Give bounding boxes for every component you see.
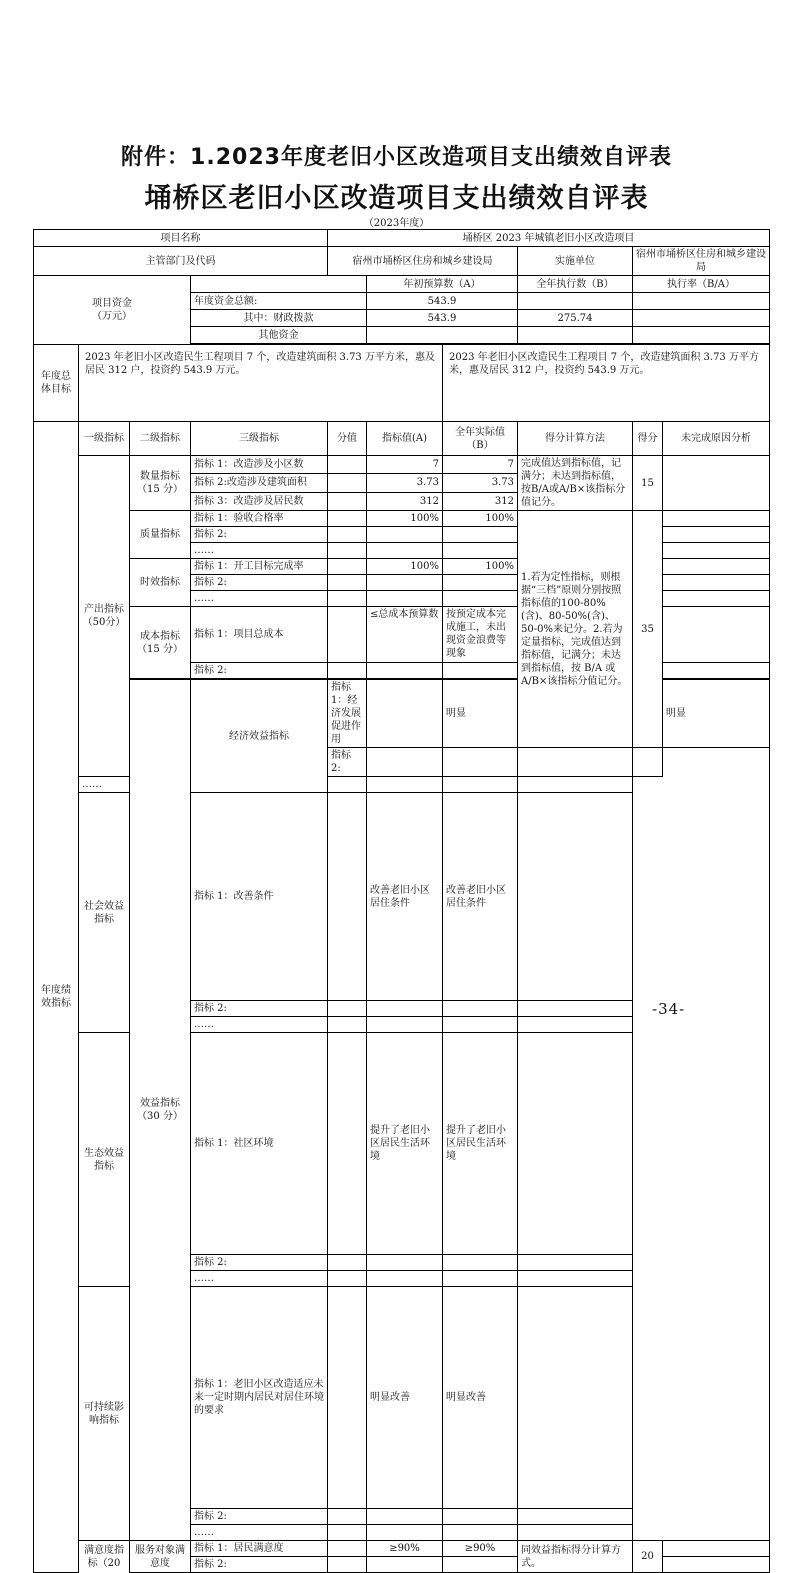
funds-header-blank [191, 276, 367, 293]
cost-row1-name: 指标 1：项目总成本 [191, 607, 328, 663]
project-name-label: 项目名称 [34, 230, 328, 247]
satisfaction-row1-actual: ≥90% [443, 1541, 518, 1557]
economic-row3-name: …… [79, 777, 130, 793]
impl-label: 实施单位 [518, 247, 633, 276]
funds-other-b [518, 327, 633, 344]
quantity-row1-name: 指标 1：改造涉及小区数 [191, 456, 328, 474]
output-method: 1.若为定性指标，则根据“三档”原则分别按照指标值的100-80%(含)、80-50%(含)、50-0%来记分。2.若为定量指标，完成值达到指标值，记满分；未达到指标值，按 B/A 或 A/B×该指标分值记分。 [518, 511, 633, 748]
economic-label: 经济效益指标 [191, 680, 328, 793]
satisfaction-label: 满意度指标（20 [79, 1541, 130, 1573]
satisfaction-row2-name: 指标 2: [191, 1557, 328, 1573]
main-title: 埇桥区老旧小区改造项目支出绩效自评表 [144, 183, 649, 214]
funds-fiscal-b: 275.74 [518, 310, 633, 327]
project-name-value: 埇桥区 2023 年城镇老旧小区改造项目 [328, 230, 770, 247]
quantity-row2-actual: 3.73 [443, 474, 518, 492]
funds-total-b [518, 293, 633, 310]
social-row1-target: 改善老旧小区居住条件 [367, 793, 443, 1001]
funds-fiscal-rate [633, 310, 770, 327]
funds-col-b: 全年执行数（B） [518, 276, 633, 293]
funds-label-line2: （万元） [92, 311, 132, 322]
quality-row2-name: 指标 2: [191, 527, 328, 543]
social-row3-name: …… [191, 1017, 328, 1033]
effect-label: 效益指标（30 分） [130, 680, 191, 1541]
attachment-title: 附件：1.2023年度老旧小区改造项目支出绩效自评表 [121, 145, 672, 170]
cost-row2-name: 指标 2: [191, 663, 328, 679]
hdr-actual: 全年实际值（B） [443, 422, 518, 456]
hdr-target: 指标值(A) [367, 422, 443, 456]
quantity-row2-target: 3.73 [367, 474, 443, 492]
timeliness-row3-name: …… [191, 591, 328, 607]
year-note: （2023年度） [363, 218, 430, 229]
timeliness-row1-target: 100% [367, 559, 443, 575]
funds-fiscal-a: 543.9 [367, 310, 518, 327]
quantity-row2-name: 指标 2:改造涉及建筑面积 [191, 474, 328, 492]
page-number: -34- [652, 1000, 686, 1018]
output-score: 35 [633, 511, 663, 748]
output-label: 产出指标（50分） [79, 456, 130, 777]
dept-value: 宿州市埇桥区住房和城乡建设局 [328, 247, 518, 276]
goal-actual: 2023 年老旧小区改造民生工程项目 7 个，改造建筑面积 3.73 万平方米，惠及居民 312 户，投资约 543.9 万元。 [443, 345, 770, 422]
funds-other-rate [633, 327, 770, 344]
economic-row1-name: 指标 1：经济发展促进作用 [328, 680, 367, 748]
eco-row1-target: 提升了老旧小区居民生活环境 [367, 1033, 443, 1255]
satisfaction-score: 20 [633, 1541, 663, 1573]
eco-row1-name: 指标 1：社区环境 [191, 1033, 328, 1255]
hdr-reason: 未完成原因分析 [663, 422, 770, 456]
funds-label-line1: 项目资金 [92, 298, 132, 309]
quality-label: 质量指标 [130, 511, 191, 559]
section-label: 年度绩效指标 [34, 422, 79, 1573]
funds-other-label: 其他资金 [191, 327, 367, 344]
quantity-row3-target: 312 [367, 492, 443, 510]
funds-other-a [367, 327, 518, 344]
impl-value: 宿州市埇桥区住房和城乡建设局 [633, 247, 770, 276]
economic-row2-name: 指标 2: [328, 748, 367, 777]
hdr-score: 分值 [328, 422, 367, 456]
quantity-method: 完成值达到指标值，记满分；未达到指标值，按B/A或A/B×该指标分值记分。 [518, 456, 633, 511]
timeliness-label: 时效指标 [130, 559, 191, 607]
hdr-level3: 三级指标 [191, 422, 328, 456]
timeliness-row1-name: 指标 1：开工目标完成率 [191, 559, 328, 575]
quantity-row1-target: 7 [367, 456, 443, 474]
sustain-row2-name: 指标 2: [191, 1509, 328, 1525]
goal-label: 年度总体目标 [34, 345, 79, 422]
eco-row1-actual: 提升了老旧小区居民生活环境 [443, 1033, 518, 1255]
satisfaction-row1-name: 指标 1：居民满意度 [191, 1541, 328, 1557]
funds-fiscal-label: 其中：财政拨款 [191, 310, 367, 327]
social-row1-name: 指标 1：改善条件 [191, 793, 328, 1001]
satisfaction-sub-label: 服务对象满意度 [130, 1541, 191, 1573]
satisfaction-method: 同效益指标得分计算方式。 [518, 1541, 633, 1573]
social-row2-name: 指标 2: [191, 1001, 328, 1017]
hdr-got: 得分 [633, 422, 663, 456]
sustain-row1-actual: 明显改善 [443, 1287, 518, 1509]
sustain-row1-target: 明显改善 [367, 1287, 443, 1509]
goal-planned: 2023 年老旧小区改造民生工程项目 7 个，改造建筑面积 3.73 万平方米，惠及居民 312 户，投资约 543.9 万元。 [79, 345, 443, 422]
satisfaction-row1-target: ≥90% [367, 1541, 443, 1557]
quantity-row3-name: 指标 3：改造涉及居民数 [191, 492, 328, 510]
economic-row1-target: 明显 [443, 680, 518, 748]
hdr-level2: 二级指标 [130, 422, 191, 456]
funds-total-label: 年度资金总额: [191, 293, 367, 310]
funds-total-rate [633, 293, 770, 310]
eco-row3-name: …… [191, 1271, 328, 1287]
quality-row1-actual: 100% [443, 511, 518, 527]
evaluation-table [33, 229, 770, 1573]
quantity-row3-actual: 312 [443, 492, 518, 510]
cost-label: 成本指标（15 分） [130, 607, 191, 679]
eco-row2-name: 指标 2: [191, 1255, 328, 1271]
hdr-method: 得分计算方法 [518, 422, 633, 456]
funds-col-a: 年初预算数（A） [367, 276, 518, 293]
quantity-score: 15 [633, 456, 663, 511]
quality-row1-target: 100% [367, 511, 443, 527]
eco-label: 生态效益指标 [79, 1033, 130, 1287]
cost-row1-actual: 按预定成本完成施工，未出现资金浪费等现象 [443, 607, 518, 663]
cost-row1-target: ≤总成本预算数 [367, 607, 443, 663]
funds-label [34, 276, 191, 345]
funds-total-a: 543.9 [367, 293, 518, 310]
timeliness-row1-actual: 100% [443, 559, 518, 575]
quantity-row1-actual: 7 [443, 456, 518, 474]
timeliness-row2-name: 指标 2: [191, 575, 328, 591]
social-row1-actual: 改善老旧小区居住条件 [443, 793, 518, 1001]
quantity-label: 数量指标（15 分） [130, 456, 191, 511]
funds-col-rate: 执行率（B/A） [633, 276, 770, 293]
social-label: 社会效益指标 [79, 793, 130, 1033]
economic-row1-actual: 明显 [663, 680, 770, 748]
quality-row3-name: …… [191, 543, 328, 559]
dept-label: 主管部门及代码 [34, 247, 328, 276]
hdr-level1: 一级指标 [79, 422, 130, 456]
quality-row1-name: 指标 1：验收合格率 [191, 511, 328, 527]
sustain-row1-name: 指标 1：老旧小区改造适应未来一定时期内居民对居住环境的要求 [191, 1287, 328, 1509]
sustain-row3-name: …… [191, 1525, 328, 1541]
sustain-label: 可持续影响指标 [79, 1287, 130, 1541]
